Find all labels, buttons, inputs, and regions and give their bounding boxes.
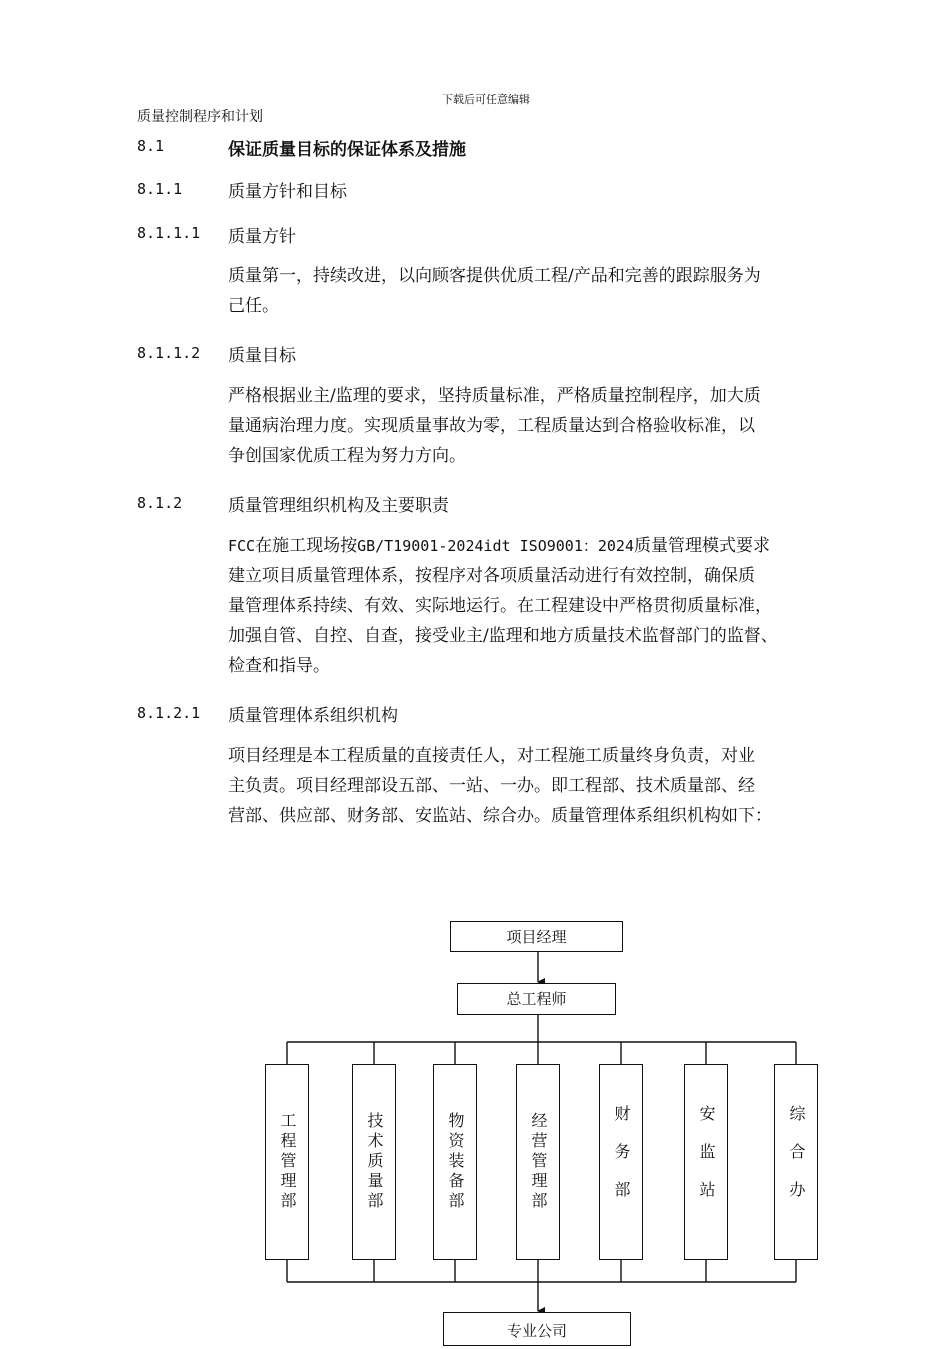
section-title-8-1-2: 质量管理组织机构及主要职责 — [228, 496, 449, 516]
org-box-department-label: 财务部 — [612, 1105, 631, 1219]
org-box-department — [774, 1064, 818, 1260]
section-number-8-1-2: 8.1.2 — [137, 494, 183, 512]
paragraph-line: 质量第一，持续改进，以向顾客提供优质工程/产品和完善的跟踪服务为 — [228, 266, 761, 286]
section-number-8-1-1-1: 8.1.1.1 — [137, 224, 201, 242]
org-box-department-label: 工程管理部 — [278, 1112, 297, 1212]
paragraph-line: 争创国家优质工程为努力方向。 — [228, 446, 466, 466]
org-box-department — [599, 1064, 643, 1260]
org-box-label: 专业公司 — [506, 1322, 567, 1340]
paragraph-line-first — [228, 531, 868, 561]
document-title: 质量控制程序和计划 — [137, 109, 263, 125]
paragraph-quality-goal — [228, 381, 868, 471]
section-title-8-1-1-1: 质量方针 — [228, 227, 296, 247]
section-number-8-1-1: 8.1.1 — [137, 180, 183, 198]
org-box-department — [516, 1064, 560, 1260]
page-header-note: 下载后可任意编辑 — [442, 93, 530, 106]
text-standard-code: GB/T19001-2024idt ISO9001：2024 — [357, 537, 634, 555]
text-segment: 在施工现场按 — [255, 536, 358, 556]
text-fcc: FCC — [228, 537, 256, 555]
org-box-project-manager — [450, 921, 623, 952]
org-box-department-label: 经营管理部 — [529, 1112, 548, 1212]
org-box-department-label: 综合办 — [787, 1105, 806, 1219]
org-box-department-label: 安监站 — [697, 1105, 716, 1219]
paragraph-line: 主负责。项目经理部设五部、一站、一办。即工程部、技术质量部、经 — [228, 776, 755, 796]
section-title-8-1-2-1: 质量管理体系组织机构 — [228, 706, 398, 726]
org-box-department-label: 物资装备部 — [446, 1112, 465, 1212]
org-box-department-label: 技术质量部 — [365, 1112, 384, 1212]
paragraph-line: 项目经理是本工程质量的直接责任人，对工程施工质量终身负责，对业 — [228, 746, 755, 766]
section-title-8-1-1-2: 质量目标 — [228, 346, 296, 366]
section-title-8-1: 保证质量目标的保证体系及措施 — [228, 140, 466, 160]
paragraph-line: 检查和指导。 — [228, 656, 330, 676]
text-segment: 质量管理模式要求 — [634, 536, 770, 556]
org-box-label: 项目经理 — [506, 928, 567, 946]
paragraph-quality-organization — [228, 531, 868, 681]
org-box-department — [265, 1064, 309, 1260]
paragraph-line: 量管理体系持续、有效、实际地运行。在工程建设中严格贯彻质量标准， — [228, 596, 772, 616]
paragraph-line: 量通病治理力度。实现质量事故为零，工程质量达到合格验收标准，以 — [228, 416, 755, 436]
section-number-8-1: 8.1 — [137, 137, 165, 155]
org-box-label: 总工程师 — [506, 990, 567, 1008]
paragraph-line: 己任。 — [228, 296, 279, 316]
org-box-department — [433, 1064, 477, 1260]
org-box-specialist-company — [443, 1312, 631, 1346]
section-number-8-1-1-2: 8.1.1.2 — [137, 344, 201, 362]
paragraph-quality-policy — [228, 261, 868, 321]
section-number-8-1-2-1: 8.1.2.1 — [137, 704, 201, 722]
paragraph-line: 建立项目质量管理体系，按程序对各项质量活动进行有效控制，确保质 — [228, 566, 755, 586]
paragraph-quality-system — [228, 741, 868, 831]
section-title-8-1-1: 质量方针和目标 — [228, 182, 347, 202]
org-box-department — [352, 1064, 396, 1260]
paragraph-line: 营部、供应部、财务部、安监站、综合办。质量管理体系组织机构如下： — [228, 806, 772, 826]
paragraph-line: 加强自管、自控、自查，接受业主/监理和地方质量技术监督部门的监督、 — [228, 626, 778, 646]
paragraph-line: 严格根据业主/监理的要求，坚持质量标准，严格质量控制程序，加大质 — [228, 386, 761, 406]
org-box-chief-engineer — [457, 983, 616, 1015]
org-box-department — [684, 1064, 728, 1260]
